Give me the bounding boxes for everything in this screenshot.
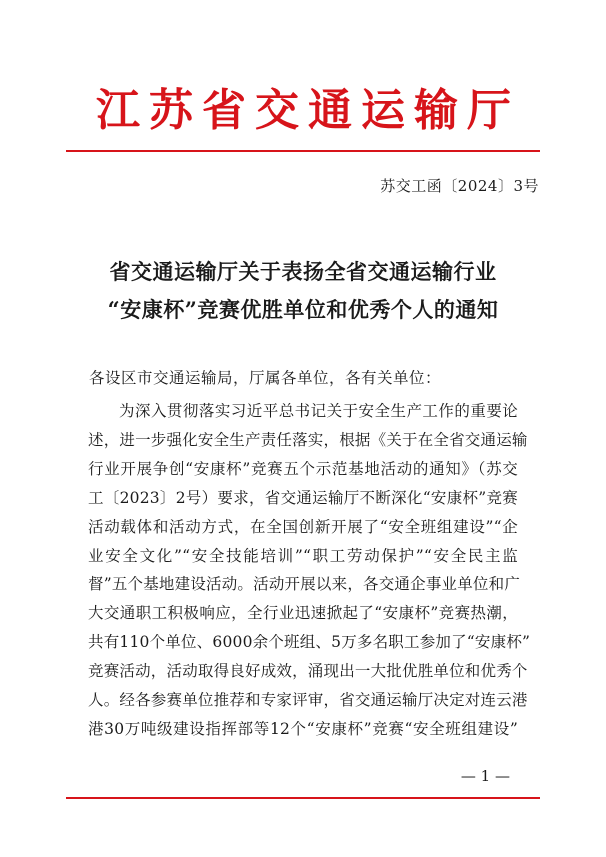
page-number: — 1 — [460, 767, 510, 785]
issuing-organization-header: 江苏省交通运输厅 [96, 85, 520, 136]
body-line: 活动载体和活动方式，在全国创新开展了“安全班组建设”“企 [88, 517, 518, 536]
body-line: 港30万吨级建设指挥部等12个“安康杯”竞赛“安全班组建设” [88, 719, 518, 738]
document-number: 苏交工函〔2024〕3号 [380, 177, 539, 195]
body-line: 督”五个基地建设活动。活动开展以来，各交通企事业单位和广 [88, 575, 521, 594]
body-line: 行业开展争创“安康杯”竞赛五个示范基地活动的通知》（苏交 [88, 459, 518, 478]
body-line: 业安全文化”“安全技能培训”“职工劳动保护”“安全民主监 [88, 546, 518, 565]
footer-red-rule [66, 797, 540, 799]
header-red-rule [66, 150, 540, 152]
notice-title-line-1: 省交通运输厅关于表扬全省交通运输行业 [109, 259, 497, 284]
body-line: 为深入贯彻落实习近平总书记关于安全生产工作的重要论 [119, 402, 518, 420]
notice-title-line-2: “安康杯”竞赛优胜单位和优秀个人的通知 [107, 297, 499, 322]
body-line: 大交通职工积极响应，全行业迅速掀起了“安康杯”竞赛热潮， [88, 604, 518, 623]
body-line: 人。经各参赛单位推荐和专家评审，省交通运输厅决定对连云港 [88, 691, 528, 710]
body-line: 竞赛活动，活动取得良好成效，涌现出一大批优胜单位和优秀个 [88, 662, 528, 681]
body-line: 共有110个单位、6000余个班组、5万多名职工参加了“安康杯” [88, 633, 531, 652]
body-line: 述，进一步强化安全生产责任落实，根据《关于在全省交通运输 [88, 430, 528, 449]
salutation: 各设区市交通运输局，厅属各单位，各有关单位： [89, 369, 442, 387]
body-paragraph [88, 397, 531, 744]
body-line: 工〔2023〕2号）要求，省交通运输厅不断深化“安康杯”竞赛 [88, 488, 518, 507]
notice-title [0, 253, 606, 329]
